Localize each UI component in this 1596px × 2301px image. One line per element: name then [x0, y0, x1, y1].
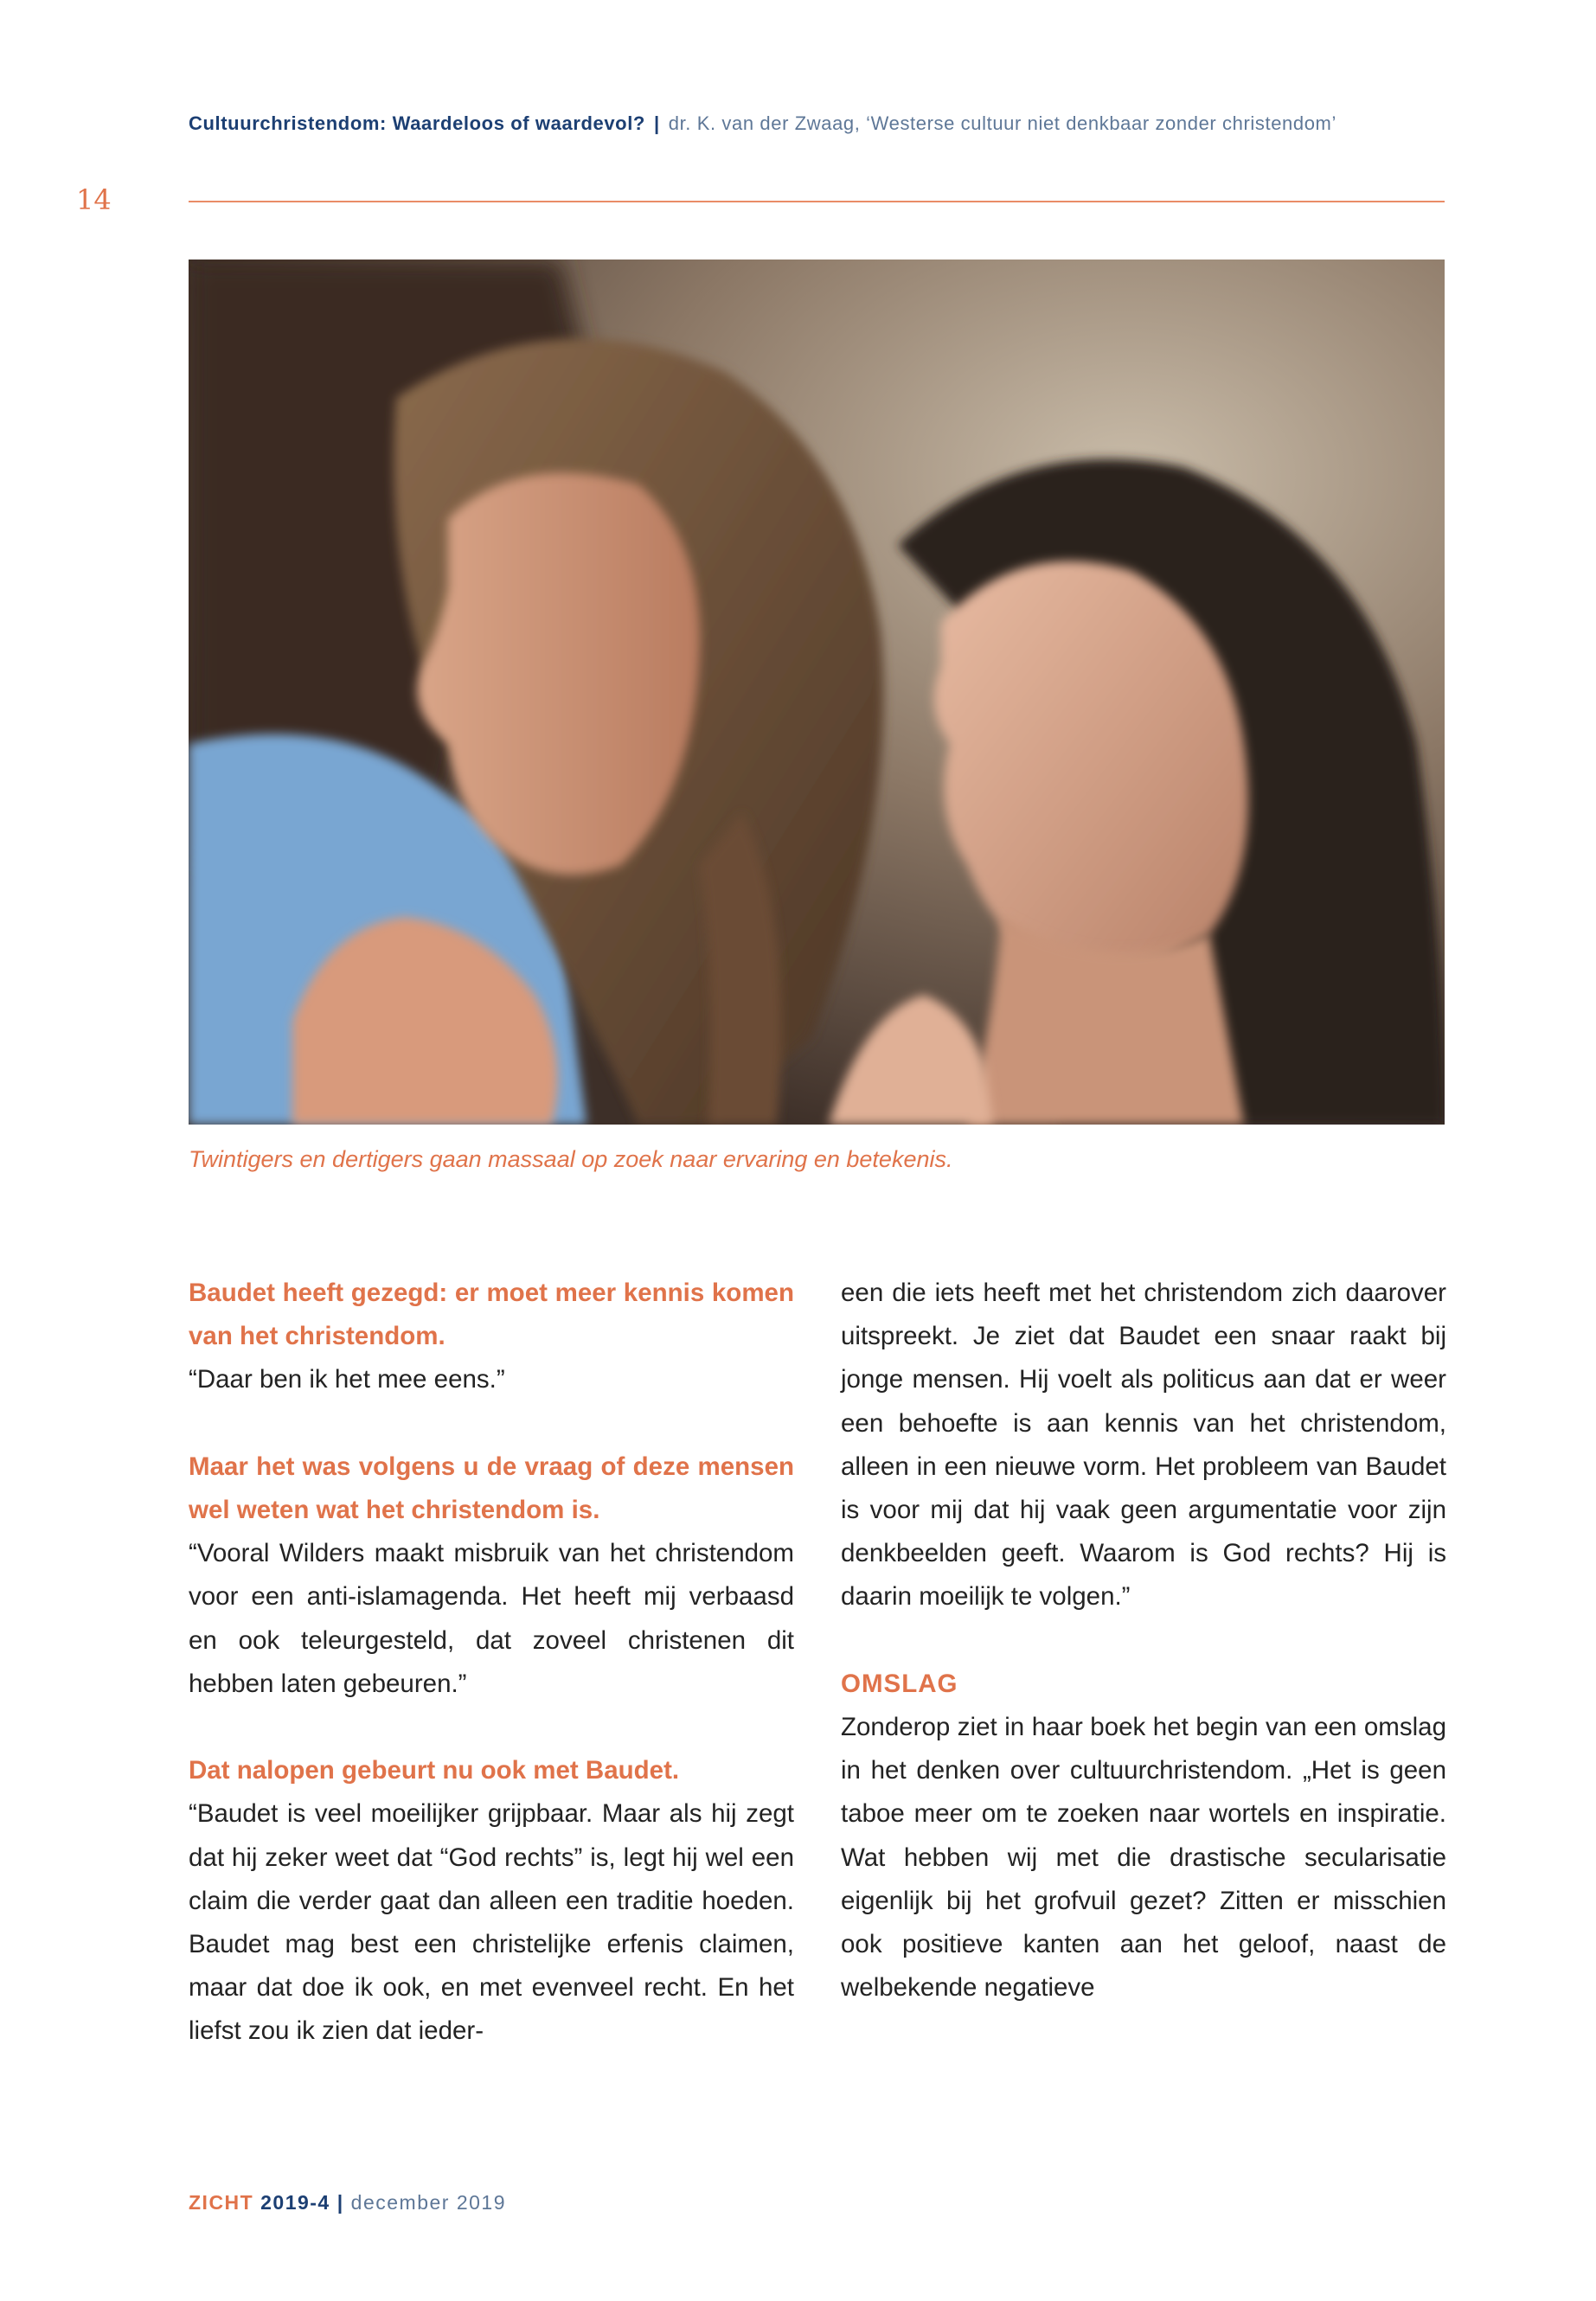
- photo-caption: Twintigers en dertigers gaan massaal op zoek naar ervaring en betekenis.: [189, 1146, 953, 1172]
- interview-answer: “Vooral Wilders maakt misbruik van het christendom voor een anti-islamagenda. Het heeft mij verbaasd en ook teleurgesteld, dat zoveel christenen dit hebben laten gebeuren.”: [189, 1539, 794, 1698]
- interview-answer: “Daar ben ik het mee eens.”: [189, 1365, 505, 1394]
- photo-illustration: [189, 260, 1445, 1125]
- page-footer: [189, 2191, 506, 2214]
- footer-issue: 2019-4: [260, 2191, 330, 2214]
- header-title: Cultuurchristendom: Waardeloos of waardevol?: [189, 112, 645, 134]
- footer-date: december 2019: [350, 2191, 507, 2214]
- body-paragraph: een die iets heeft met het christendom zich daarover uitspreekt. Je ziet dat Baudet een snaar raakt bij jonge mensen. Hij voelt als politicus aan dat er weer een behoefte is aan kennis van het christendom, alleen in een nieuwe vorm. Het probleem van Baudet is voor mij dat hij vaak geen argumentatie voor zijn denkbeelden geeft. Waarom is God rechts? Hij is daarin moeilijk te volgen.”: [841, 1279, 1446, 1612]
- interview-question: Baudet heeft gezegd: er moet meer kennis komen van het christendom.: [189, 1279, 794, 1351]
- section-heading: OMSLAG: [841, 1669, 958, 1698]
- body-paragraph: Zonderop ziet in haar boek het begin van een omslag in het denken over cultuurchristendom. „Het is geen taboe meer om te zoeken naar wortels en inspiratie. Wat hebben wij met die drastische secularisatie eigenlijk bij het grofvuil gezet? Zitten er misschien ook positieve kanten aan het geloof, naast de welbekende negatieve: [841, 1713, 1446, 2003]
- header-author: dr. K. van der Zwaag, ‘Westerse cultuur niet denkbaar zonder christendom’: [668, 112, 1336, 134]
- interview-answer: “Baudet is veel moeilijker grijpbaar. Maar als hij zegt dat hij zeker weet dat “God rechts” is, legt hij wel een claim die verder gaat dan alleen een traditie hoeden. Baudet mag best een christelijke erfenis claimen, maar dat doe ik ook, en met evenveel recht. En het liefst zou ik zien dat ieder-: [189, 1799, 794, 2046]
- header-rule: [189, 201, 1445, 202]
- footer-separator: |: [337, 2191, 344, 2214]
- running-header: [189, 112, 1445, 135]
- header-separator: |: [653, 112, 660, 134]
- interview-question: Maar het was volgens u de vraag of deze mensen wel weten wat het christendom is.: [189, 1452, 794, 1524]
- article-column-left: [189, 1272, 794, 2054]
- footer-brand: ZICHT: [189, 2191, 254, 2214]
- interview-question: Dat nalopen gebeurt nu ook met Baudet.: [189, 1756, 680, 1785]
- page-number: 14: [76, 183, 112, 216]
- article-column-right: [841, 1272, 1446, 2009]
- article-photo: [189, 260, 1445, 1125]
